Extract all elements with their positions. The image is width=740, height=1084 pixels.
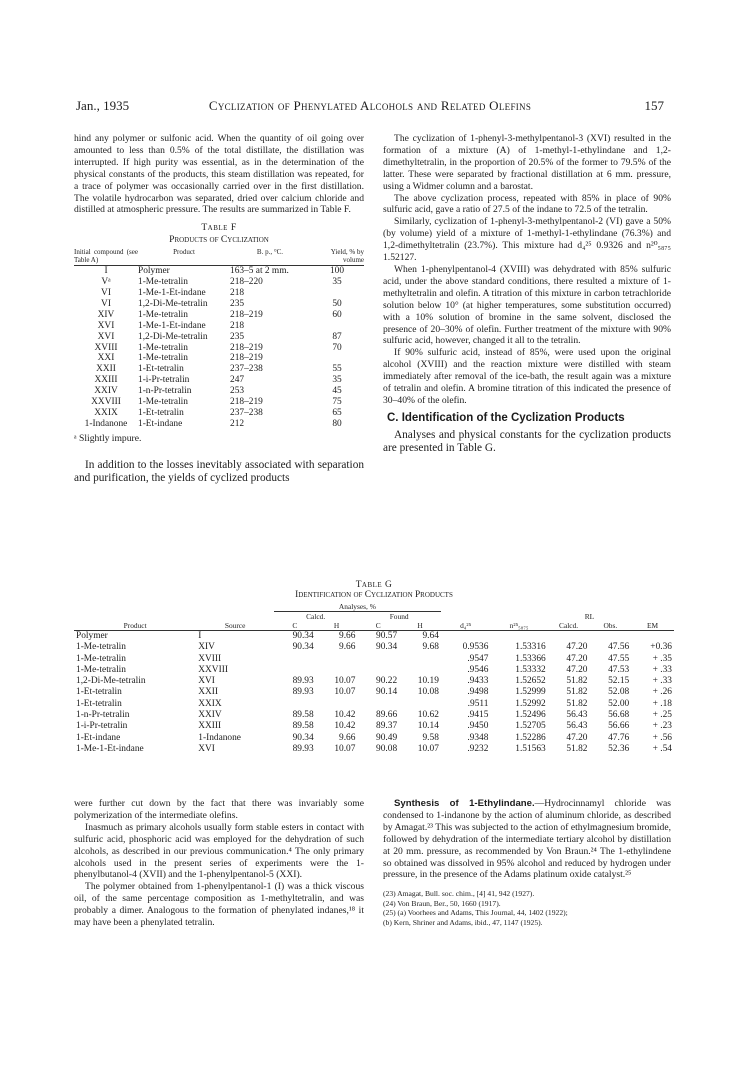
table-g-cell: .9415	[467, 710, 489, 721]
table-f-cell: 218–219	[230, 342, 263, 353]
table-g-cell: 47.20	[566, 732, 588, 743]
table-f-cell: 65	[332, 407, 342, 418]
table-g-cell: 1,2-Di-Me-tetralin	[76, 676, 146, 687]
section-heading: C. Identification of the Cyclization Products	[387, 411, 625, 424]
table-f-cell: 218–219	[230, 353, 263, 364]
table-f-cell: 45	[332, 386, 342, 397]
table-g-cell	[490, 631, 547, 643]
table-f-row	[74, 419, 364, 430]
table-g-cell: 1.52999	[515, 687, 546, 698]
table-g-row	[74, 721, 674, 732]
table-g-cell: XVI	[198, 676, 215, 687]
table-f-row	[74, 343, 364, 354]
table-g-row	[74, 687, 674, 698]
table-g-cell: 47.20	[566, 664, 588, 675]
table-g-cell: .9498	[467, 687, 489, 698]
table-g-cell: 10.14	[417, 721, 439, 732]
table-f-cell: 212	[230, 418, 245, 429]
table-f-cell: XIV	[97, 309, 115, 320]
table-g-cell: 1-n-Pr-tetralin	[76, 710, 130, 721]
table-f-cell: 163–5 at 2 mm.	[230, 266, 289, 277]
right-column	[383, 133, 671, 455]
table-g-cell: XVIII	[198, 653, 222, 664]
table-g-cell: 1-Et-tetralin	[76, 698, 122, 709]
table-g-row	[74, 699, 674, 710]
table-f-cell: XXIV	[94, 386, 118, 397]
table-g-cell	[357, 665, 399, 676]
table-g-cell: 52.36	[608, 743, 630, 754]
table-g-cell: 56.66	[608, 721, 630, 732]
table-f-cell: 1-Et-tetralin	[138, 407, 184, 418]
table-g-cell: XIV	[198, 642, 215, 653]
table-g-cell: 1-Me-1-Et-indane	[76, 743, 144, 754]
table-g-cell: 90.34	[376, 642, 398, 653]
table-f-cell: 1-Me-tetralin	[138, 353, 188, 364]
table-f-cell: 218	[230, 287, 245, 298]
table-f-cell: XVI	[97, 320, 115, 331]
table-f-cell: 218	[230, 320, 245, 331]
table-g-cell: .9546	[467, 664, 489, 675]
table-f-cell: 1-Me-tetralin	[138, 397, 188, 408]
table-f-cell: 218–219	[230, 397, 263, 408]
table-f-cell: 237–238	[230, 364, 263, 375]
table-f-cell: 247	[230, 375, 245, 386]
table-g-cell	[316, 699, 358, 710]
table-f-cell: XVI	[97, 331, 115, 342]
left-paragraph-1: hind any polymer or sulfonic acid. When the quantity of oil going over amounted to less than 0.5% of the total distillate, the distillation was interrupted. If high purity was essential, as in the determination of the physical constants of the products, this steam distillation was repeated, for a trace of polymer was occasionally carried over in the first distillation. The volatile hydrocarbon was separated, dried over calcium chloride and distilled at atmospheric pressure. The results are summarized in Table F.	[74, 133, 364, 216]
left-paragraph-2: In addition to the losses inevitably associated with separation and purification, the yields of cyclized products	[74, 458, 364, 484]
table-f-row	[74, 375, 364, 386]
rl-label: RL	[584, 611, 595, 621]
table-g-cell: 89.58	[292, 721, 314, 732]
table-g-cell: 89.37	[376, 721, 398, 732]
table-f-cell: 87	[332, 331, 342, 342]
table-f-cell: VI	[101, 287, 111, 298]
table-g-header-cell: C	[274, 621, 316, 631]
table-g-block	[74, 580, 674, 755]
right-paragraph-6: Analyses and physical constants for the cyclization products are presented in Table G.	[383, 428, 671, 454]
table-g-cell: .9433	[467, 676, 489, 687]
table-f-row	[74, 408, 364, 419]
table-f-cell: 100	[329, 266, 345, 277]
table-f-cell: 35	[332, 277, 342, 288]
table-g-header-cell: Source	[196, 621, 274, 631]
table-g-cell: XXIII	[198, 721, 222, 732]
table-g-cell: 10.07	[334, 687, 356, 698]
table-f-row	[74, 321, 364, 332]
table-g-header-cell: Obs.	[589, 621, 631, 631]
table-f-cell: 235	[230, 331, 245, 342]
table-g-cell: 1.53316	[515, 642, 546, 653]
table-g-cell	[631, 631, 674, 643]
table-g-cell: 47.53	[608, 664, 630, 675]
table-g-cell: 1.51563	[515, 743, 546, 754]
table-g-cell: 10.07	[334, 743, 356, 754]
table-g-header-cell: H	[316, 621, 358, 631]
table-f-cell: 1,2-Di-Me-tetralin	[138, 298, 208, 309]
table-g-cell	[399, 699, 441, 710]
table-g-row	[74, 631, 674, 643]
table-g-header-cell: Product	[74, 621, 196, 631]
table-g-header-cell: d₄²⁵	[441, 621, 491, 631]
table-g-cell: 1-Me-tetralin	[76, 664, 126, 675]
table-g-cell: 10.42	[334, 721, 356, 732]
table-g-cell: + .35	[652, 653, 672, 664]
table-g-header-row	[74, 612, 674, 622]
table-g-header-row	[74, 602, 674, 612]
table-f-cell: 75	[332, 397, 342, 408]
table-g-cell: + .26	[652, 687, 672, 698]
table-g-cell: 90.14	[376, 687, 398, 698]
footnote-23: (23) Amagat, Bull. soc. chim., [4] 41, 942 (1927).	[383, 889, 535, 899]
table-g-cell	[316, 654, 358, 665]
table-f-row	[74, 386, 364, 397]
table-g-cell: 56.43	[566, 721, 588, 732]
table-f-cell: XVIII	[94, 342, 118, 353]
table-f-row	[74, 277, 364, 288]
table-f-cell	[310, 353, 364, 364]
table-g-cell: 1.53332	[515, 664, 546, 675]
table-f-row	[74, 364, 364, 375]
table-g-cell: 1.52286	[515, 732, 546, 743]
table-g-cell: 90.34	[292, 631, 314, 641]
table-g	[74, 602, 674, 755]
table-g-cell: 9.58	[422, 732, 439, 743]
right-paragraph-3: Similarly, cyclization of 1-phenyl-3-methylpentanol-2 (VI) gave a 50% (by volume) yield of a mixture of 1-methyl-1-ethylindane (76.3%) and 1,2-dimethyltetralin (23.7%). This mixture had d₄²⁵ 0.9326 and n²⁰₅₈₇₅ 1.52127.	[383, 216, 671, 264]
table-f-cell: XXIX	[94, 407, 118, 418]
table-f-footnote: ᵃ Slightly impure.	[74, 432, 142, 444]
table-f-cell: XXII	[96, 364, 116, 375]
table-g-cell: 9.64	[422, 631, 439, 641]
table-g-cell: 47.76	[608, 732, 630, 743]
table-f-cell: 1-Me-tetralin	[138, 277, 188, 288]
table-g-cell: 90.08	[376, 743, 398, 754]
table-f-header-cell: Product	[138, 248, 230, 266]
bottom-left-paragraph-1: were further cut down by the fact that there was invariably some polymerization of the intermediate olefins.	[74, 798, 364, 821]
table-g-cell: 9.66	[339, 732, 356, 743]
right-paragraph-1: The cyclization of 1-phenyl-3-methylpentanol-3 (XVI) resulted in the formation of a mixture (A) of 1-methyl-1-ethylindane and 1,2-dimethyltetralin, in the proportion of 20.5% of the former to 79.5% of the latter. These were separated by fractional distillation at 6 mm. pressure, using a Widmer column and a barostat.	[383, 133, 671, 192]
table-f-cell: 253	[230, 386, 245, 397]
bottom-left-paragraph-2: Inasmuch as primary alcohols usually form stable esters in contact with sulfuric acid, phosphoric acid was employed for the dehydration of such alcohols, as described in our previous communication.⁴ The only primary alcohols used in the present series of experiments were the 1-phenylbutanol-4 (XVII) and the 1-phenylpentanol-5 (XXI).	[74, 821, 364, 881]
table-g-cell: 51.82	[566, 676, 588, 687]
footnote-24: (24) Von Braun, Ber., 50, 1660 (1917).	[383, 898, 501, 908]
right-paragraph-4: When 1-phenylpentanol-4 (XVIII) was dehydrated with 85% sulfuric acid, under the above standard conditions, there resulted a mixture of 1-methyltetralin and olefin. A titration of this mixture in carbon tetrachloride solution below 10° (at higher temperatures, some substitution occurred) with a 10% solution of bromine in the same solvent, disclosed the presence of 20–30% of olefin. Further treatment of the mixture with 90% sulfuric acid, however, changed it all to the tetralin.	[383, 263, 671, 347]
table-f-cell: Polymer	[138, 266, 170, 277]
table-g-header-cell: n²⁵₅₈₇₅	[490, 621, 547, 631]
table-g-cell: 47.20	[566, 642, 588, 653]
table-g-header-row	[74, 621, 674, 631]
left-column	[74, 133, 364, 485]
table-g-row	[74, 710, 674, 721]
table-g-cell: 56.68	[608, 710, 630, 721]
table-g-row	[74, 665, 674, 676]
table-f-cell: 1-Me-tetralin	[138, 309, 188, 320]
table-g-cell: 1-Indanone	[198, 732, 241, 743]
table-g-cell: 52.00	[608, 698, 630, 709]
table-f-row	[74, 332, 364, 343]
table-g-cell: .9232	[467, 743, 489, 754]
table-f-cell	[310, 288, 364, 299]
table-f-header-cell: Initial compound (see Table A)	[74, 248, 138, 265]
table-g-cell: XVI	[198, 743, 215, 754]
table-g-cell: XXII	[198, 687, 219, 698]
table-g-cell: 89.58	[292, 710, 314, 721]
table-g-cell	[441, 631, 491, 643]
table-g-cell: 90.57	[376, 631, 398, 641]
table-f-cell: XXIII	[94, 375, 118, 386]
table-g-cell: 89.66	[376, 710, 398, 721]
table-g-cell	[399, 654, 441, 665]
table-g-cell: 1.52496	[515, 710, 546, 721]
table-f-cell: 1-Me-tetralin	[138, 342, 188, 353]
table-f-cell: 1-Me-1-Et-indane	[138, 320, 206, 331]
table-f-row	[74, 288, 364, 299]
table-g-cell: 10.42	[334, 710, 356, 721]
table-g-cell: .9348	[467, 732, 489, 743]
table-f-cell: I	[104, 266, 108, 277]
table-f-cell: 218–220	[230, 277, 263, 288]
table-g-cell: 10.07	[334, 676, 356, 687]
table-f-cell: XXI	[97, 353, 115, 364]
table-g-header-cell: C	[357, 621, 399, 631]
table-g-cell: 52.15	[608, 676, 630, 687]
table-g-cell: 51.82	[566, 687, 588, 698]
table-g-row	[74, 676, 674, 687]
table-g-cell: XXIV	[198, 710, 222, 721]
right-paragraph-5: If 90% sulfuric acid, instead of 85%, were used upon the original alcohol (XVIII) and the reaction mixture were distilled with steam immediately after removal of the ice-bath, the result again was a mixture of tetralin and olefin. A bromine titration of this indicated the presence of 30–40% of the olefin.	[383, 347, 671, 406]
table-g-cell: 89.93	[292, 687, 314, 698]
table-g-cell	[357, 699, 399, 710]
table-g-cell	[274, 665, 316, 676]
table-g-cell: 1.52992	[515, 698, 546, 709]
table-f-cell	[310, 321, 364, 332]
table-g-cell: 51.82	[566, 698, 588, 709]
table-g-cell: 47.55	[608, 653, 630, 664]
table-g-cell: + .56	[652, 732, 672, 743]
table-g-cell	[357, 654, 399, 665]
table-g-header-cell: EM	[631, 621, 674, 631]
table-g-header-cell: H	[399, 621, 441, 631]
table-f-row	[74, 353, 364, 364]
table-g-cell: 10.62	[417, 710, 439, 721]
table-f-cell: 237–238	[230, 407, 263, 418]
header-page-number: 157	[644, 98, 664, 113]
table-g-cell: 47.56	[608, 642, 630, 653]
table-g-cell: 10.08	[417, 687, 439, 698]
table-g-cell: + .54	[652, 743, 672, 754]
table-g-cell	[548, 631, 590, 643]
table-f-cell: 60	[332, 309, 342, 320]
table-g-cell: .9450	[467, 721, 489, 732]
table-f-cell: 1-Indanone	[84, 418, 128, 429]
table-g-cell	[274, 699, 316, 710]
table-g-row	[74, 654, 674, 665]
bottom-right-column	[383, 798, 671, 927]
header-title: Cyclization of Phenylated Alcohols and Related Olefins	[208, 98, 532, 113]
table-g-cell: + .23	[652, 721, 672, 732]
table-g-cell: 1.52652	[515, 676, 546, 687]
table-g-cell: 90.49	[376, 732, 398, 743]
table-f-row	[74, 310, 364, 321]
table-f-cell: 1-Me-1-Et-indane	[138, 287, 206, 298]
table-f-row	[74, 299, 364, 310]
table-g-row	[74, 733, 674, 744]
table-g-cell: +0.36	[650, 642, 672, 653]
table-f-cell: VI	[101, 298, 111, 309]
table-f-header-cell: Yield, % by volume	[310, 248, 364, 266]
table-g-cell: 89.93	[292, 743, 314, 754]
table-g-cell: 47.20	[566, 653, 588, 664]
table-g-cell: 90.22	[376, 676, 398, 687]
table-f-cell: 1,2-Di-Me-tetralin	[138, 331, 208, 342]
found-label: Found	[389, 612, 409, 621]
synthesis-text: —Hydrocinnamyl chloride was condensed to 1-indanone by the action of aluminum chloride, as described by Amagat.²³ This was subjected to the action of ethylmagnesium bromide, followed by dehydration of the intermediate tertiary alcohol by distillation at 20 mm. pressure, as recommended by Von Braun.²⁴ The 1-ethylindene so obtained was dissolved in 95% alcohol and reduced by hydrogen under pressure, in the presence of the Adams platinum oxide catalyst.²⁵	[383, 798, 671, 881]
table-f-cell: 70	[332, 342, 342, 353]
table-g-row	[74, 744, 674, 755]
table-f-header-cell: B. p., °C.	[230, 248, 310, 266]
table-g-cell: 1-i-Pr-tetralin	[76, 721, 128, 732]
table-f	[74, 248, 364, 430]
calcd-label: Calcd.	[306, 612, 326, 621]
table-g-header-cell: Calcd.	[548, 621, 590, 631]
table-g-cell: Polymer	[76, 631, 108, 641]
bottom-left-column	[74, 798, 364, 929]
table-g-cell: + .25	[652, 710, 672, 721]
table-g-cell: 1-Me-tetralin	[76, 653, 126, 664]
footnote-25b: (b) Kern, Shriner and Adams, ibid., 47, 1147 (1925).	[383, 917, 543, 927]
footnotes	[383, 889, 671, 927]
table-g-cell: 0.9536	[462, 642, 489, 653]
right-paragraph-2: The above cyclization process, repeated with 85% in place of 90% sulfuric acid, gave a ratio of 27.5 of the indane to 72.5 of the tetralin.	[383, 192, 671, 216]
table-f-cell: Vᵃ	[101, 277, 111, 288]
table-f-cell: 1-n-Pr-tetralin	[138, 386, 192, 397]
table-f-row	[74, 266, 364, 277]
table-f-subtitle: Products of Cyclization	[169, 234, 269, 246]
table-g-cell: 1-Et-tetralin	[76, 687, 122, 698]
table-g-row	[74, 642, 674, 653]
table-g-cell: 52.08	[608, 687, 630, 698]
table-g-cell: 51.82	[566, 743, 588, 754]
header-date: Jan., 1935	[76, 98, 130, 113]
table-g-cell: 56.43	[566, 710, 588, 721]
table-f-cell: 1-i-Pr-tetralin	[138, 375, 190, 386]
table-f-cell: XXVIII	[91, 397, 121, 408]
table-g-cell: 9.66	[339, 642, 356, 653]
table-f-cell: 80	[332, 418, 342, 429]
table-f-cell: 1-Et-tetralin	[138, 364, 184, 375]
table-g-subtitle: Identification of Cyclization Products	[295, 590, 453, 600]
table-f-header-row	[74, 248, 364, 266]
synthesis-heading: Synthesis of 1-Ethylindane.	[394, 798, 535, 809]
table-g-cell	[399, 665, 441, 676]
table-g-cell: 10.19	[417, 676, 439, 687]
table-g-cell: 1-Me-tetralin	[76, 642, 126, 653]
table-g-cell: 1.52705	[515, 721, 546, 732]
table-g-cell: 1.53366	[515, 653, 546, 664]
table-g-cell	[316, 665, 358, 676]
table-f-cell: 235	[230, 298, 245, 309]
table-f-cell: 35	[332, 375, 342, 386]
table-f-row	[74, 397, 364, 408]
bottom-left-paragraph-3: The polymer obtained from 1-phenylpentanol-1 (I) was a thick viscous oil, of the same percentage composition as 1-methyltetralin, and was probably a dimer. Analogous to the formation of phenylated indanes,¹⁸ it may have been a phenylated tetralin.	[74, 881, 364, 929]
table-g-cell: .9511	[467, 698, 489, 709]
table-g-cell	[589, 631, 631, 643]
table-f-cell: 55	[332, 364, 342, 375]
table-g-cell: 89.93	[292, 676, 314, 687]
table-g-cell: 9.68	[422, 642, 439, 653]
footnote-25a: (25) (a) Voorhees and Adams, This Journal, 44, 1402 (1922);	[383, 908, 568, 918]
table-g-cell: + .33	[652, 676, 672, 687]
table-g-cell: XXIX	[198, 698, 222, 709]
table-g-cell: + .18	[652, 698, 672, 709]
table-f-caption: Table F	[201, 222, 237, 234]
analyses-label: Analyses, %	[274, 602, 441, 612]
table-g-cell: XXVIII	[198, 664, 228, 675]
table-g-cell: 9.66	[339, 631, 356, 641]
table-g-cell: 10.07	[417, 743, 439, 754]
table-f-cell: 218–219	[230, 309, 263, 320]
table-g-cell	[274, 654, 316, 665]
table-f-cell: 50	[332, 298, 342, 309]
table-f-cell: 1-Et-indane	[138, 418, 183, 429]
table-g-cell: 90.34	[292, 642, 314, 653]
table-g-caption: Table G	[355, 580, 393, 590]
table-g-cell: .9547	[467, 653, 489, 664]
table-g-cell: I	[198, 631, 202, 641]
table-g-cell: 1-Et-indane	[76, 732, 121, 743]
table-g-cell: + .33	[652, 664, 672, 675]
table-g-cell: 90.34	[292, 732, 314, 743]
